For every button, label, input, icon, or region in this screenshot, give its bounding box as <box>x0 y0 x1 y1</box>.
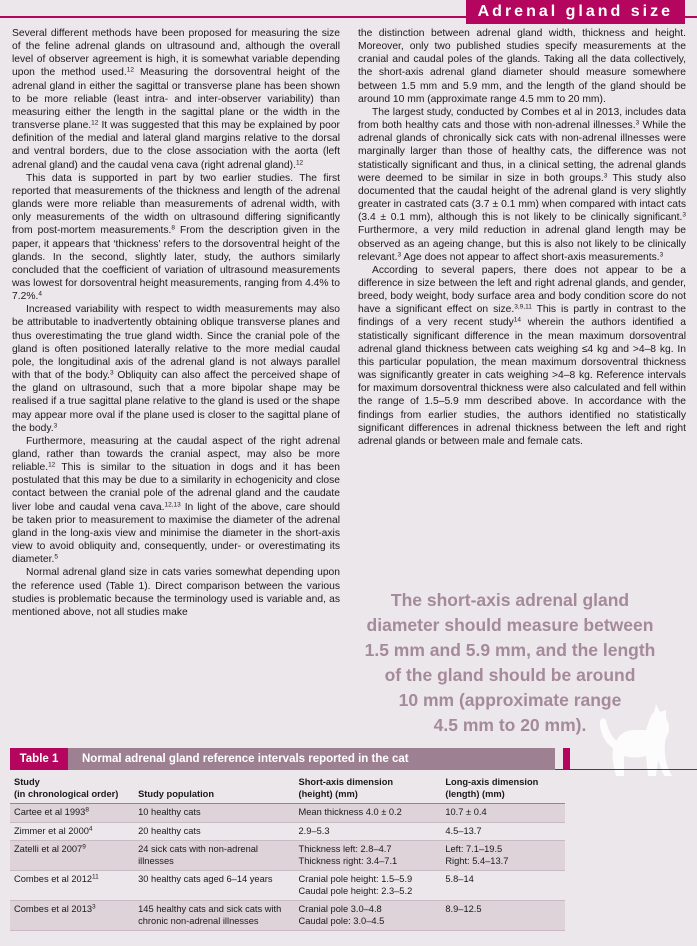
paragraph: the distinction between adrenal gland width, thickness and height. Moreover, only two published studies specify measurements at the cranial and caudal poles of the glands. Taking all the data collectively, the short-axis adrenal gland diameter should measure somewhere between 1.5 mm and 5.9 mm, and the length of the gland should be around 10 mm (approximate range 4.5 mm to 20 mm). <box>358 28 686 105</box>
cell-study: Zimmer et al 2000$^4$ <box>10 822 134 841</box>
citation: 3 <box>53 422 58 430</box>
header-short-axis: Short-axis dimension (height) (mm) <box>298 777 394 799</box>
cell-long-axis: 10.7 ± 0.4 <box>441 804 565 823</box>
table-caption: Normal adrenal gland reference intervals reported in the cat <box>82 753 409 765</box>
table-title-bar <box>10 748 555 770</box>
paragraph: The largest study, conducted by Combes et al in 2013, includes data from both healthy cats and those with non-adrenal illnesses.$^3$ While the adrenal glands of chronically sick cats with non-adrenal illnesses were marginally larger than those of healthy cats, the difference was not statistically significant and thus, in a clinical setting, the adrenal glands were deemed to be similar in size in both groups.$^3$ This study also documented that the caudal height of the adrenal gland is very slightly greater in castrated cats (3.7 ± 0.1 mm) when compared with intact cats (3.4 ± 0.1 mm), although this is not likely to be clinically significant.$^3$ Furthermore, a very mild reduction in adrenal gland length may be observed as an ageing change, but this is also not likely to be clinically relevant.$^3$ Age does not appear to affect short-axis measurements.$^3$ <box>358 106 686 263</box>
table-header-row <box>10 776 565 804</box>
header-study: Study (in chronological order) <box>14 777 119 799</box>
citation: 3 <box>682 211 686 219</box>
cell-short-axis: Cranial pole height: 1.5–5.9 Caudal pole height: 2.3–5.2 <box>295 871 442 901</box>
paragraph: Increased variability with respect to width measurements may also be attributable to inadvertently obtaining oblique transverse planes and thus overestimating the true gland width. Since the cranial pole of the gland is often positioned laterally relative to the more medial caudal pole, the longitudinal axis of the adrenal gland is not always parallel with that of the body.$^3$ Obliquity can also affect the perceived shape of the gland on ultrasound, such that a more bipolar shape may be realised if a true sagittal plane relative to the gland is used or the shape may appear more oval if the plane used is closer to the sagittal plane of the body.$^3$ <box>12 304 340 434</box>
paragraph: Several different methods have been proposed for measuring the size of the feline adrenal glands on ultrasound and, although the overall level of observer agreement is high, it is somewhat variable depending upon the method used.$^{12}$ Measuring the dorsoventral height of the adrenal gland in either the sagittal or transverse plane has been shown to be more reliable (least intra- and inter-observer variability) than measuring either the length in the sagittal plane or the width in the transverse plane.$^{12}$ It was suggested that this may be explained by poor definition of the medial and lateral gland margins relative to the dorsal and ventral borders, due to the close association with the aorta (left adrenal gland) and the caudal vena cava (right adrenal gland).$^{12}$ <box>12 28 340 171</box>
pull-quote-line: 10 mm (approximate range <box>398 690 622 710</box>
cell-long-axis: 5.8–14 <box>441 871 565 901</box>
table-row <box>10 841 565 871</box>
citation: 3,9,11 <box>514 303 532 311</box>
citation: 3 <box>635 119 640 127</box>
cell-population: 30 healthy cats aged 6–14 years <box>134 871 294 901</box>
section-title: Adrenal gland size <box>466 0 685 24</box>
table-label: Table 1 <box>10 748 68 770</box>
citation: 14 <box>513 316 522 324</box>
citation: 4 <box>38 290 42 298</box>
cell-short-axis: 2.9–5.3 <box>295 822 442 841</box>
cell-short-axis: Thickness left: 2.8–4.7 Thickness right: 3.4–7.1 <box>295 841 442 871</box>
table-row <box>10 871 565 901</box>
left-column <box>12 27 340 619</box>
table-accent-rule <box>555 769 697 770</box>
citation: 12 <box>295 159 304 167</box>
citation: 3 <box>603 172 608 180</box>
right-column <box>358 27 686 448</box>
pull-quote-line: of the gland should be around <box>384 665 636 685</box>
cell-study: Zatelli et al 2007$^9$ <box>10 841 134 871</box>
cell-study: Combes et al 2013$^3$ <box>10 901 134 931</box>
paragraph: According to several papers, there does not appear to be a difference in size between the left and right adrenal glands, and gender, breed, body weight, body surface area and body condition score do not have a significant effect on size.$^{3,9,11}$ This is partly in contrast to the findings of a very recent study$^{14}$ wherein the authors identified a statistically significant difference in the mean maximum dorsoventral adrenal gland thickness between cats weighing ≤4 kg and >4–8 kg. In this particular population, the mean maximum dorsoventral thickness was significantly greater in cats weighing >4–8 kg. Reference intervals for maximum dorsoventral thickness were also calculated and fell within the range of 1.5–5.9 mm described above. In accordance with the findings from earlier studies, the authors identified no statistically significant differences in adrenal thickness between the left and right adrenal glands or between male and female cats. <box>358 264 686 447</box>
header-long-axis: Long-axis dimension (length) (mm) <box>445 777 539 799</box>
cell-population: 24 sick cats with non-adrenal illnesses <box>134 841 294 871</box>
citation: 3 <box>109 369 114 377</box>
citation: 8 <box>171 224 175 232</box>
cell-short-axis: Cranial pole 3.0–4.8 Caudal pole: 3.0–4.5 <box>295 901 442 931</box>
pull-quote-line: 4.5 mm to 20 mm). <box>433 715 587 735</box>
paragraph: Normal adrenal gland size in cats varies somewhat depending upon the reference used (Table 1). Direct comparison between the various studies is problematic because the terminology used is variable and, as mentioned above, not all studies make <box>12 567 340 618</box>
cell-long-axis: 8.9–12.5 <box>441 901 565 931</box>
citation: 3 <box>397 251 402 259</box>
table-1 <box>10 748 570 931</box>
pull-quote-line: diameter should measure between <box>366 615 654 635</box>
cell-population: 10 healthy cats <box>134 804 294 823</box>
cell-population: 145 healthy cats and sick cats with chronic non-adrenal illnesses <box>134 901 294 931</box>
cell-long-axis: 4.5–13.7 <box>441 822 565 841</box>
paragraph: Furthermore, measuring at the caudal aspect of the right adrenal gland, rather than towards the cranial aspect, may also be more reliable.$^{12}$ This is similar to the situation in dogs and it has been postulated that this may be due to a similarity in echogenicity and close contact between the cranial pole of the adrenal gland and the caudate liver lobe and caudal vena cava.$^{12,13}$ In light of the above, care should be taken prior to measurement to maximise the diameter of the adrenal gland in the long-axis view and minimise the diameter in the short-axis view to avoid obliquity and, consequently, under- or overestimating its diameter.$^5$ <box>12 435 340 566</box>
citation: 12 <box>48 461 56 469</box>
cell-short-axis: Mean thickness 4.0 ± 0.2 <box>295 804 442 823</box>
citation: 12 <box>91 119 99 127</box>
cell-study: Combes et al 2012$^{11}$ <box>10 871 134 901</box>
reference-table <box>10 776 565 931</box>
paragraph: This data is supported in part by two earlier studies. The first reported that measurements of the thickness and length of the adrenal glands were more reliable than measurements of adrenal width, with only measurements of the width on ultrasound differing significantly from post-mortem measurements.$^8$ From the description given in the paper, it appears that ‘thickness’ refers to the dorsoventral height of the glands. In the second, slightly later, study, the authors similarly concluded that the coefficient of variation of ultrasound measurements was lowest for dorsoventral height measurements, ranging from 4.4% to 7.2%.$^4$ <box>12 172 340 303</box>
table-row <box>10 901 565 931</box>
citation: 12,13 <box>164 501 181 509</box>
citation: 12 <box>126 66 134 74</box>
pull-quote-line: The short-axis adrenal gland <box>390 590 630 610</box>
cell-long-axis: Left: 7.1–19.5 Right: 5.4–13.7 <box>441 841 565 871</box>
cell-population: 20 healthy cats <box>134 822 294 841</box>
header-population: Study population <box>138 788 215 799</box>
table-row <box>10 804 565 823</box>
cat-silhouette-icon <box>588 690 688 780</box>
pull-quote-line: 1.5 mm and 5.9 mm, and the length <box>364 640 656 660</box>
table-accent-bar <box>563 748 570 770</box>
citation: 3 <box>659 251 664 259</box>
cell-study: Cartee et al 1993$^8$ <box>10 804 134 823</box>
table-row <box>10 822 565 841</box>
citation: 5 <box>54 553 58 561</box>
